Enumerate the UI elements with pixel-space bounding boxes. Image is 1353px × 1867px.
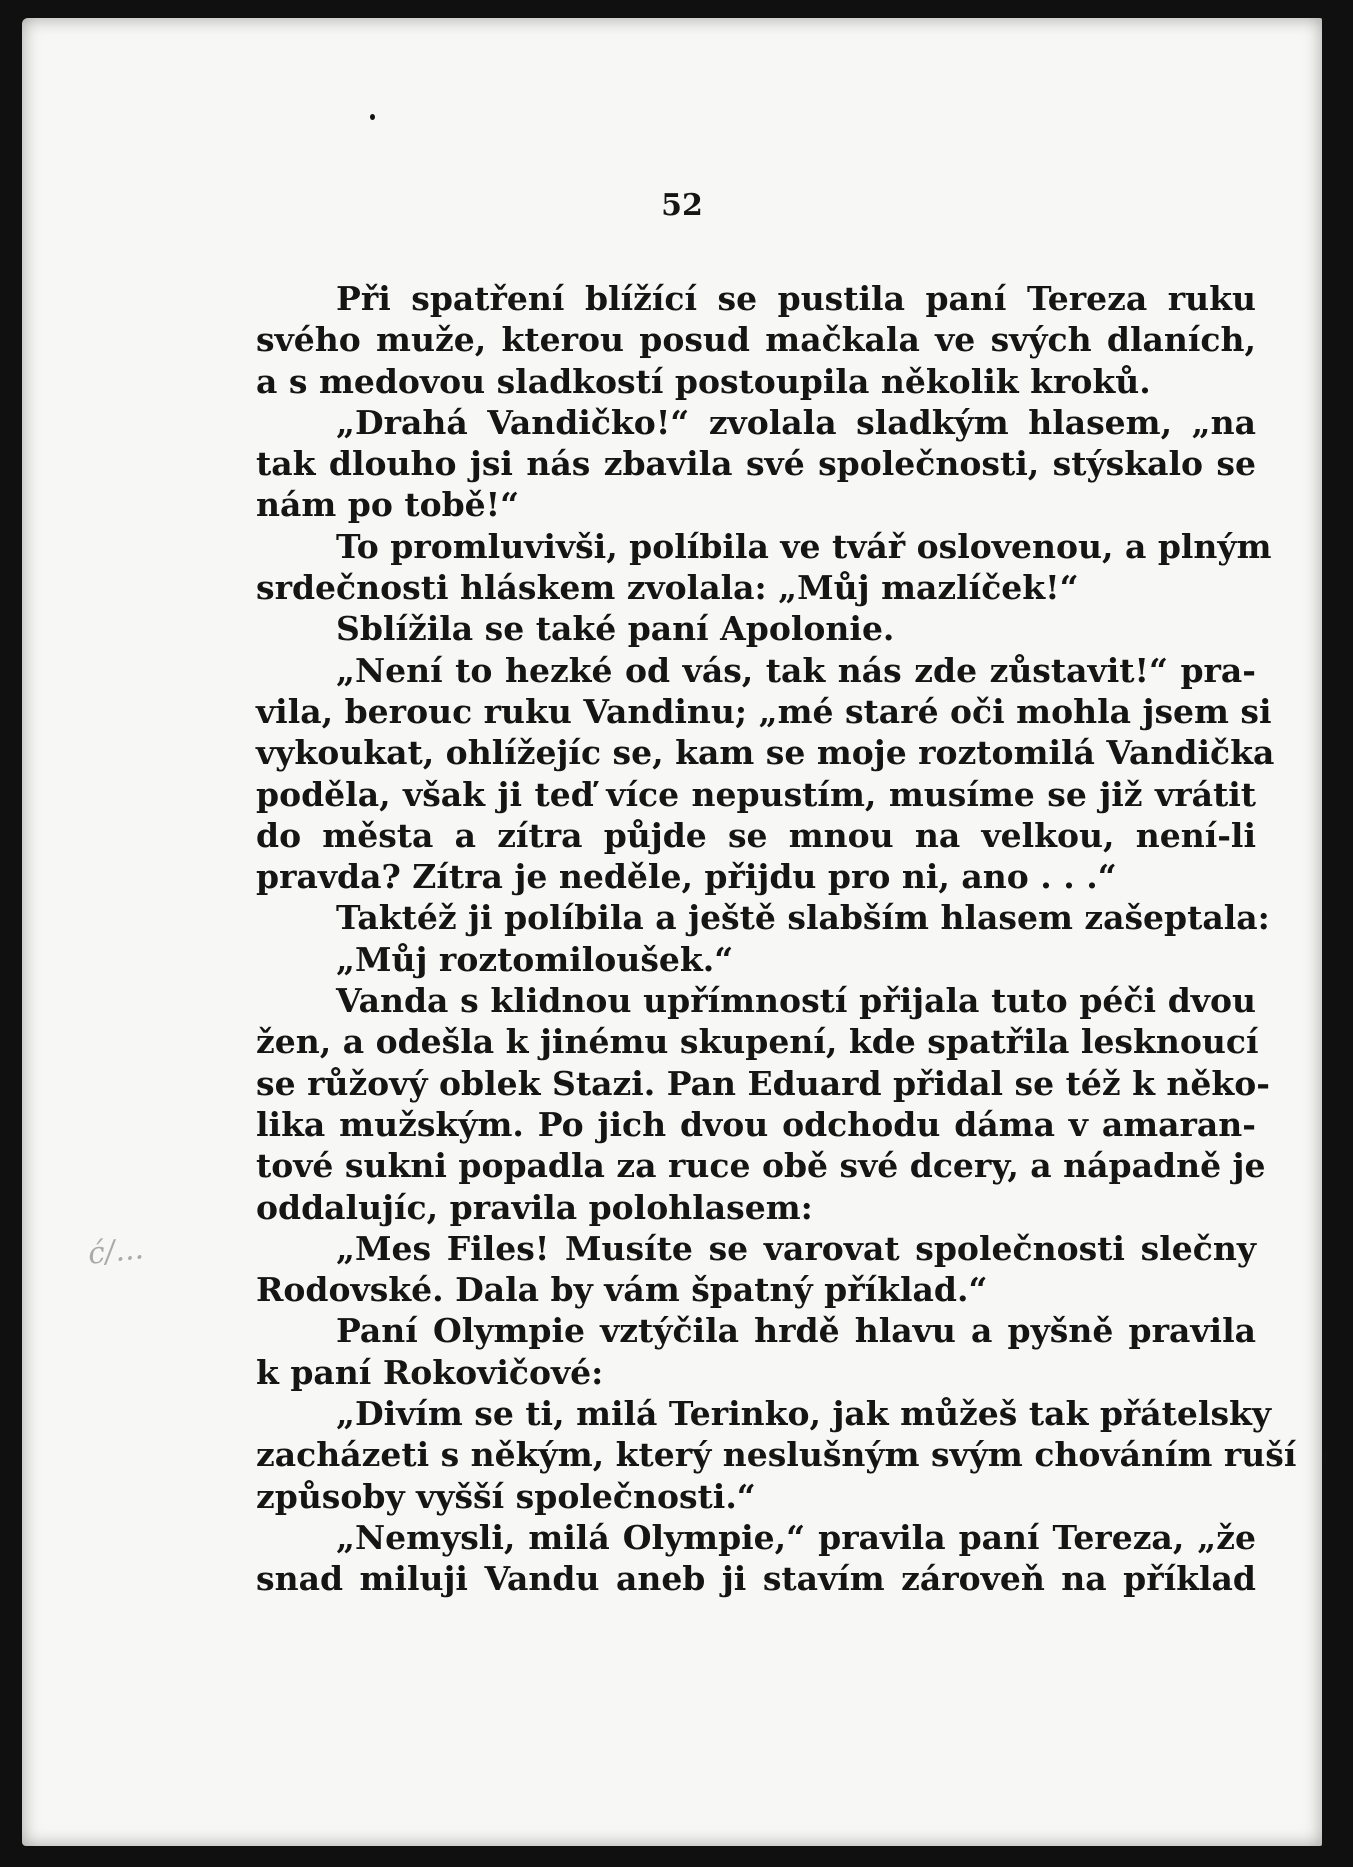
text-line: srdečnosti hláskem zvolala: „Můj mazlíček!“ xyxy=(256,568,1079,608)
text-line: „Nemysli, milá Olympie,“ pravila paní Tereza, „že xyxy=(336,1517,1256,1557)
text-line: zacházeti s někým, který neslušným svým chováním ruší xyxy=(256,1435,1297,1475)
text-line: Taktéž ji políbila a ještě slabším hlasem zašeptala: xyxy=(336,898,1270,938)
text-line: Rodovské. Dala by vám špatný příklad.“ xyxy=(256,1270,988,1310)
text-line: a s medovou sladkostí postoupila několik kroků. xyxy=(256,361,1151,401)
text-line: Paní Olympie vztýčila hrdě hlavu a pyšně pravila xyxy=(336,1311,1256,1351)
text-line: tak dlouho jsi nás zbavila své společnosti, stýskalo se xyxy=(256,444,1256,484)
text-line: žen, a odešla k jinému skupení, kde spatřila lesknoucí xyxy=(256,1022,1259,1062)
text-line: nám po tobě!“ xyxy=(256,485,520,525)
text-line: se růžový oblek Stazi. Pan Eduard přidal se též k něko- xyxy=(256,1063,1270,1103)
text-line: pravda? Zítra je neděle, přijdu pro ni, ano . . .“ xyxy=(256,857,1117,897)
text-line: způsoby vyšší společnosti.“ xyxy=(256,1476,756,1516)
text-line: vila, berouc ruku Vandinu; „mé staré oči mohla jsem si xyxy=(256,691,1272,731)
text-line: „Není to hezké od vás, tak nás zde zůstavit!“ pra- xyxy=(336,650,1256,690)
text-line: To promluvivši, políbila ve tvář oslovenou, a plným xyxy=(336,526,1272,566)
text-line: poděla, však ji teď více nepustím, musíme se již vrátit xyxy=(256,774,1256,814)
text-line: k paní Rokovičové: xyxy=(256,1352,604,1392)
text-line: vykoukat, ohlížejíc se, kam se moje roztomilá Vandička xyxy=(256,733,1275,773)
text-line: Při spatření blížící se pustila paní Tereza ruku xyxy=(336,279,1256,318)
ink-speck xyxy=(1324,906,1329,924)
text-line: „Můj roztomiloušek.“ xyxy=(336,939,734,979)
text-line: „Divím se ti, milá Terinko, jak můžeš tak přátelsky xyxy=(336,1394,1272,1434)
body-text xyxy=(256,278,1297,1600)
margin-note: ć/... xyxy=(86,1231,146,1272)
text-line: „Mes Files! Musíte se varovat společnosti slečny xyxy=(336,1228,1256,1268)
text-line: lika mužským. Po jich dvou odchodu dáma v amaran- xyxy=(256,1104,1256,1144)
page-number: 52 xyxy=(661,188,703,223)
ink-speck xyxy=(1322,1450,1328,1464)
book-page xyxy=(22,18,1322,1846)
text-line: tové sukni popadla za ruce obě své dcery, a nápadně je xyxy=(256,1146,1266,1186)
ink-speck xyxy=(370,114,375,120)
text-line: svého muže, kterou posud mačkala ve svých dlaních, xyxy=(256,320,1256,360)
text-line: Sblížila se také paní Apolonie. xyxy=(336,609,895,649)
text-line: Vanda s klidnou upřímností přijala tuto péči dvou xyxy=(336,981,1256,1021)
text-line: oddalujíc, pravila polohlasem: xyxy=(256,1187,813,1227)
text-line: do města a zítra půjde se mnou na velkou, není-li xyxy=(256,815,1256,855)
text-line: snad miluji Vandu aneb ji stavím zároveň na příklad xyxy=(256,1559,1256,1599)
text-line: „Drahá Vandičko!“ zvolala sladkým hlasem, „na xyxy=(336,402,1256,442)
